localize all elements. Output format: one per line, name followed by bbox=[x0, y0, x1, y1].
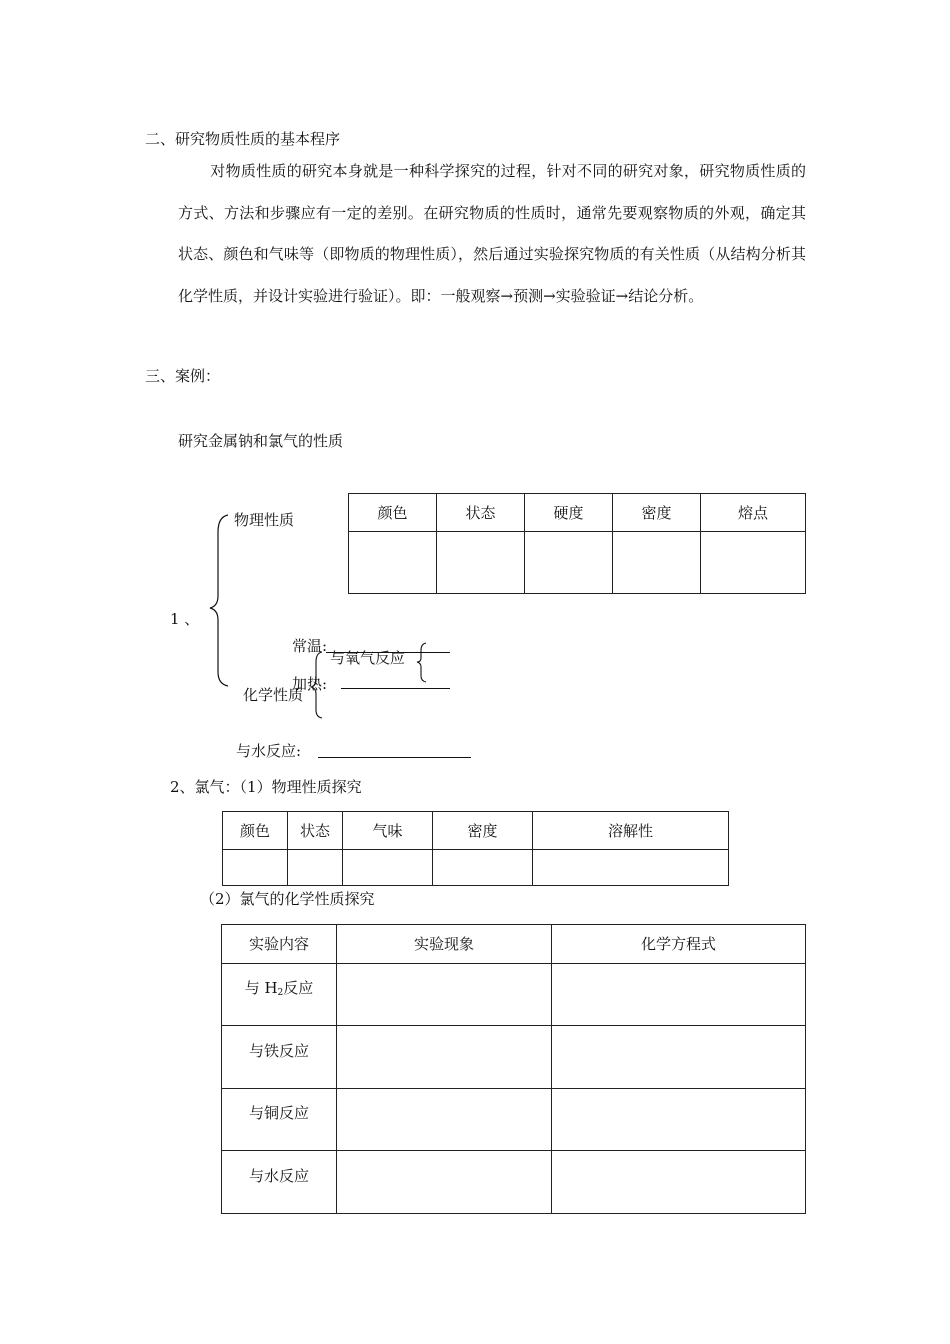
header-cell: 密度 bbox=[613, 494, 701, 532]
row-label-cell bbox=[222, 1151, 337, 1214]
answer-cell[interactable] bbox=[223, 850, 288, 886]
chemical-brace bbox=[310, 650, 326, 720]
section-heading-2: 二、研究物质性质的基本程序 bbox=[145, 130, 341, 148]
answer-cell[interactable] bbox=[552, 1089, 806, 1151]
row-label-cell bbox=[222, 1089, 337, 1151]
heating-answer-line[interactable] bbox=[341, 688, 450, 689]
answer-cell[interactable] bbox=[552, 964, 806, 1026]
paragraph-text: 对物质性质的研究本身就是一种科学探究的过程，针对不同的研究对象，研究物质性质的方式、方法和步骤应有一定的差别。在研究物质的性质时，通常先要观察物质的外观，确定其状态、颜色和气味等（即物质的物理性质），然后通过实验探究物质的有关性质（从结构分析其化学性质，并设计实验进行验证）。即：一般观察→预测→实验验证→结论分析。 bbox=[178, 162, 806, 305]
case-subtitle: 研究金属钠和氯气的性质 bbox=[178, 432, 344, 450]
answer-cell[interactable] bbox=[437, 532, 525, 594]
section-heading-3: 三、案例： bbox=[145, 367, 221, 385]
answer-cell[interactable] bbox=[525, 532, 613, 594]
row-label: 与水反应 bbox=[248, 1166, 309, 1185]
header-cell: 密度 bbox=[433, 812, 533, 850]
chemical-properties-label: 化学性质 bbox=[243, 686, 304, 704]
answer-cell[interactable] bbox=[613, 532, 701, 594]
header-cell: 实验现象 bbox=[337, 925, 552, 964]
row-label: 与 H bbox=[244, 979, 278, 997]
header-cell: 硬度 bbox=[525, 494, 613, 532]
header-cell: 颜色 bbox=[349, 494, 437, 532]
outer-brace bbox=[206, 512, 236, 692]
answer-cell[interactable] bbox=[433, 850, 533, 886]
chlorine-chemical-heading: （2）氯气的化学性质探究 bbox=[200, 890, 375, 908]
normal-temp-label: 常温: bbox=[292, 637, 328, 655]
answer-cell[interactable] bbox=[701, 532, 806, 594]
answer-cell[interactable] bbox=[343, 850, 433, 886]
heating-label: 加热: bbox=[292, 675, 328, 693]
row-label: 与铜反应 bbox=[248, 1104, 309, 1122]
oxygen-brace bbox=[416, 642, 432, 684]
answer-cell[interactable] bbox=[337, 964, 552, 1026]
answer-cell[interactable] bbox=[337, 1089, 552, 1151]
section-paragraph bbox=[178, 151, 806, 317]
answer-cell[interactable] bbox=[552, 1151, 806, 1214]
chlorine-physical-table bbox=[222, 811, 729, 886]
oxygen-reaction-label: 与氧气反应 bbox=[330, 649, 406, 667]
header-cell: 实验内容 bbox=[222, 925, 337, 964]
answer-cell[interactable] bbox=[349, 532, 437, 594]
item-number-1: 1 、 bbox=[170, 610, 200, 628]
answer-cell[interactable] bbox=[533, 850, 729, 886]
row-label-cell bbox=[222, 1026, 337, 1089]
row-label-cell bbox=[222, 964, 337, 1026]
header-cell: 状态 bbox=[437, 494, 525, 532]
header-cell: 状态 bbox=[288, 812, 343, 850]
row-label: 与铁反应 bbox=[248, 1041, 309, 1060]
header-cell: 气味 bbox=[343, 812, 433, 850]
chlorine-chemical-table bbox=[221, 924, 806, 1214]
chlorine-heading: 2、氯气：（1）物理性质探究 bbox=[170, 778, 362, 796]
header-cell: 溶解性 bbox=[533, 812, 729, 850]
answer-cell[interactable] bbox=[337, 1151, 552, 1214]
sodium-physical-table bbox=[348, 493, 806, 594]
answer-cell[interactable] bbox=[288, 850, 343, 886]
answer-cell[interactable] bbox=[552, 1026, 806, 1089]
answer-cell[interactable] bbox=[337, 1026, 552, 1089]
physical-properties-label: 物理性质 bbox=[234, 511, 295, 529]
row-label-subscript: 2 bbox=[277, 988, 284, 998]
water-reaction-label: 与水反应: bbox=[236, 742, 302, 760]
header-cell: 熔点 bbox=[701, 494, 806, 532]
water-reaction-answer-line[interactable] bbox=[318, 757, 471, 758]
header-cell: 颜色 bbox=[223, 812, 288, 850]
row-label: 反应 bbox=[283, 979, 314, 997]
header-cell: 化学方程式 bbox=[552, 925, 806, 964]
